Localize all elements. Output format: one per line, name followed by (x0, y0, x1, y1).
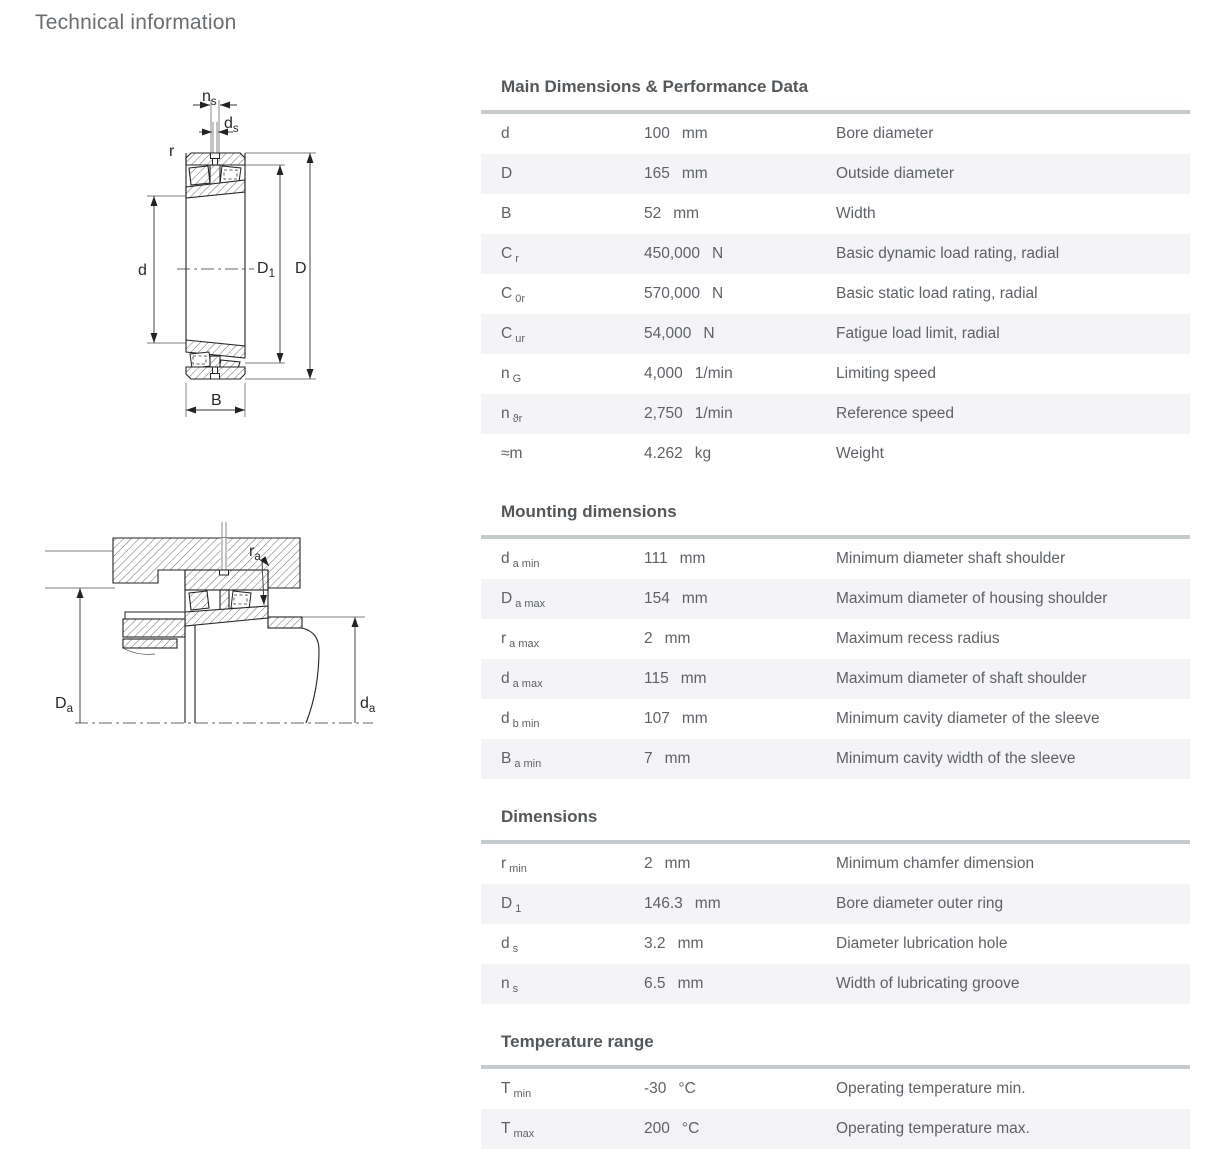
dim-label-r: r (169, 143, 175, 160)
symbol-cell: d $_{a max}$ (501, 670, 543, 690)
table-row (481, 314, 1190, 354)
description-cell: Maximum diameter of shaft shoulder (836, 670, 1087, 687)
bearing-cross-section-diagram (105, 72, 330, 427)
dim-label-d: d (138, 262, 147, 279)
description-cell: Minimum cavity diameter of the sleeve (836, 710, 1100, 727)
symbol-cell: d (501, 125, 510, 142)
description-cell: Maximum diameter of housing shoulder (836, 590, 1108, 607)
symbol-cell: D (501, 165, 513, 182)
table-row (481, 924, 1190, 964)
symbol-cell: ≈m (501, 445, 523, 462)
table-row (481, 844, 1190, 884)
dim-label-outer-d: D (295, 260, 307, 277)
symbol-cell: D $_1$ (501, 895, 522, 915)
description-cell: Basic static load rating, radial (836, 285, 1038, 302)
section-heading: Temperature range (501, 1032, 654, 1051)
table-row (481, 739, 1190, 779)
symbol-cell: n $_s$ (501, 975, 519, 995)
description-cell: Width (836, 205, 876, 222)
mounting-diagram (35, 518, 380, 733)
symbol-cell: n $_G$ (501, 365, 522, 385)
value-cell: 7 mm (644, 750, 691, 767)
table-row (481, 1069, 1190, 1109)
description-cell: Minimum cavity width of the sleeve (836, 750, 1076, 767)
table-row (481, 354, 1190, 394)
dim-label-ra: $r_a$ (249, 543, 261, 563)
table-row (481, 274, 1190, 314)
value-cell: 570,000 N (644, 285, 724, 302)
symbol-cell: r $_{a max}$ (501, 630, 540, 650)
description-cell: Minimum chamfer dimension (836, 855, 1035, 872)
section-heading: Mounting dimensions (501, 502, 677, 521)
section-mounting-dimensions (481, 501, 1190, 779)
table-row (481, 394, 1190, 434)
value-cell: 4.262 kg (644, 445, 712, 462)
description-cell: Limiting speed (836, 365, 936, 382)
value-cell: 450,000 N (644, 245, 724, 262)
value-cell: 115 mm (644, 670, 707, 687)
symbol-cell: d $_s$ (501, 935, 519, 955)
dimension-d (138, 196, 186, 343)
page-title: Technical information (35, 11, 237, 34)
description-cell: Bore diameter outer ring (836, 895, 1004, 912)
table-row (481, 964, 1190, 1004)
table-row (481, 579, 1190, 619)
section-heading: Main Dimensions & Performance Data (501, 77, 809, 96)
table-row (481, 114, 1190, 154)
value-cell: 6.5 mm (644, 975, 704, 992)
value-cell: 54,000 N (644, 325, 715, 342)
description-cell: Fatigue load limit, radial (836, 325, 1000, 342)
description-cell: Bore diameter (836, 125, 934, 142)
symbol-cell: C $_{0r}$ (501, 285, 525, 305)
symbol-cell: d $_{a min}$ (501, 550, 540, 570)
section-heading: Dimensions (501, 807, 598, 826)
value-cell: 111 mm (644, 550, 706, 567)
table-row (481, 234, 1190, 274)
dim-label-da-housing: $D_a$ (55, 695, 73, 715)
value-cell: 146.3 mm (644, 895, 721, 912)
dim-label-d1: $D_1$ (257, 260, 275, 280)
table-row (481, 699, 1190, 739)
value-cell: 107 mm (644, 710, 708, 727)
description-cell: Diameter lubrication hole (836, 935, 1008, 952)
dim-label-b: B (211, 392, 222, 409)
dimension-da-housing (45, 588, 115, 723)
table-row (481, 539, 1190, 579)
description-cell: Reference speed (836, 405, 955, 422)
dimension-b (186, 383, 245, 417)
value-cell: 200 °C (644, 1120, 700, 1137)
value-cell: 4,000 1/min (644, 365, 733, 382)
data-tables-column (481, 76, 1190, 1176)
description-cell: Weight (836, 445, 884, 462)
table-row (481, 659, 1190, 699)
value-cell: 2 mm (644, 855, 691, 872)
symbol-cell: d $_{b min}$ (501, 710, 540, 730)
value-cell: 2,750 1/min (644, 405, 733, 422)
table-row (481, 884, 1190, 924)
section-main-dimensions (481, 76, 1190, 474)
adapter-sleeve-nut (123, 612, 185, 654)
dimension-outer-d (245, 153, 316, 379)
data-table (481, 1069, 1190, 1149)
dim-label-ns: $n_s$ (202, 88, 217, 108)
symbol-cell: T $_{min}$ (501, 1080, 532, 1100)
dimension-d1 (245, 165, 285, 363)
symbol-cell: C $_r$ (501, 245, 519, 265)
data-table (481, 114, 1190, 474)
value-cell: 52 mm (644, 205, 700, 222)
section-dimensions (481, 806, 1190, 1004)
value-cell: 100 mm (644, 125, 708, 142)
description-cell: Minimum diameter shaft shoulder (836, 550, 1066, 567)
dimension-ns (193, 88, 237, 108)
description-cell: Operating temperature max. (836, 1120, 1030, 1137)
symbol-cell: C $_{ur}$ (501, 325, 525, 345)
data-table (481, 844, 1190, 1004)
description-cell: Operating temperature min. (836, 1080, 1026, 1097)
symbol-cell: D $_{a max}$ (501, 590, 546, 610)
value-cell: -30 °C (644, 1080, 696, 1097)
description-cell: Maximum recess radius (836, 630, 1000, 647)
table-row (481, 1109, 1190, 1149)
symbol-cell: n $_{ϑr}$ (501, 405, 523, 425)
section-temperature-range (481, 1031, 1190, 1149)
value-cell: 154 mm (644, 590, 708, 607)
symbol-cell: B (501, 205, 512, 222)
description-cell: Basic dynamic load rating, radial (836, 245, 1060, 262)
symbol-cell: r $_{min}$ (501, 855, 527, 875)
description-cell: Width of lubricating groove (836, 975, 1020, 992)
table-row (481, 194, 1190, 234)
table-row (481, 154, 1190, 194)
table-row (481, 619, 1190, 659)
description-cell: Outside diameter (836, 165, 955, 182)
dim-label-ds: $d_s$ (224, 115, 239, 135)
dim-label-da-shaft: $d_a$ (360, 695, 376, 715)
data-table (481, 539, 1190, 779)
symbol-cell: T $_{max}$ (501, 1120, 535, 1140)
value-cell: 3.2 mm (644, 935, 704, 952)
table-row (481, 434, 1190, 474)
value-cell: 165 mm (644, 165, 708, 182)
value-cell: 2 mm (644, 630, 691, 647)
symbol-cell: B $_{a min}$ (501, 750, 542, 770)
